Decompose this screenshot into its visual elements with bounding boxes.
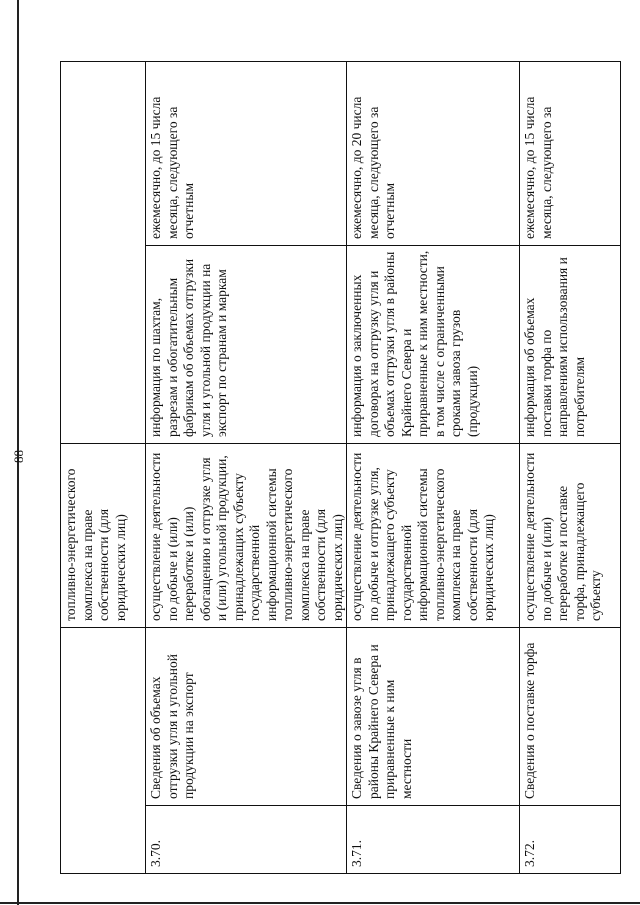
row-number-cell (61, 806, 146, 874)
content-cell (61, 246, 146, 444)
page-number: 88 (11, 450, 26, 463)
indicator-name-cell: Сведения о поставке торфа (520, 628, 621, 806)
basis-cell: топливно-энергетического комплекса на праве собственности (для юридических лиц) (61, 444, 146, 628)
indicator-name-cell (61, 628, 146, 806)
row-number-cell: 3.70. (146, 806, 347, 874)
indicator-name-cell: Сведения об объемах отгрузки угля и угольной продукции на экспорт (146, 628, 347, 806)
content-cell: информация об объемах поставки торфа по направлениям использования и потребителям (520, 246, 621, 444)
table-row (520, 62, 621, 874)
basis-cell: осуществление деятельности по добыче и (или) переработке и поставке торфа, принадлежащего субъекту (520, 444, 621, 628)
content-cell: информация о заключенных договорах на отгрузку угля и объемах отгрузки угля в районы Крайнего Севера и приравненные к ним местности, в том числе с ограниченными сроками завоза грузов (продукции) (347, 246, 520, 444)
basis-cell: осуществление деятельности по добыче и отгрузке угля, принадлежащего субъекту государственной информационной системы топливно-энергетического комплекса на праве собственности (для юридических лиц) (347, 444, 520, 628)
row-number-cell: 3.72. (520, 806, 621, 874)
table-row (146, 62, 347, 874)
row-number-cell: 3.71. (347, 806, 520, 874)
indicator-name-cell: Сведения о завозе угля в районы Крайнего Севера и приравненные к ним местности (347, 628, 520, 806)
content-cell: информация по шахтам, разрезам и обогатительным фабрикам об объемах отгрузки угля и угольной продукции на экспорт по странам и маркам (146, 246, 347, 444)
period-cell: ежемесячно, до 15 числа месяца, следующего за (520, 62, 621, 246)
rotated-table-wrapper (60, 62, 603, 874)
data-table (60, 61, 621, 874)
table-row (61, 62, 146, 874)
basis-cell: осуществление деятельности по добыче и (или) переработке и (или) обогащению и отгрузке угля и (или) угольной продукции, принадлежащих субъекту государственной информационной системы топливно-энергетического комплекса на праве собственности (для юридических лиц) (146, 444, 347, 628)
table-row (347, 62, 520, 874)
period-cell (61, 62, 146, 246)
period-cell: ежемесячно, до 20 числа месяца, следующего за отчетным (347, 62, 520, 246)
period-cell: ежемесячно, до 15 числа месяца, следующего за отчетным (146, 62, 347, 246)
